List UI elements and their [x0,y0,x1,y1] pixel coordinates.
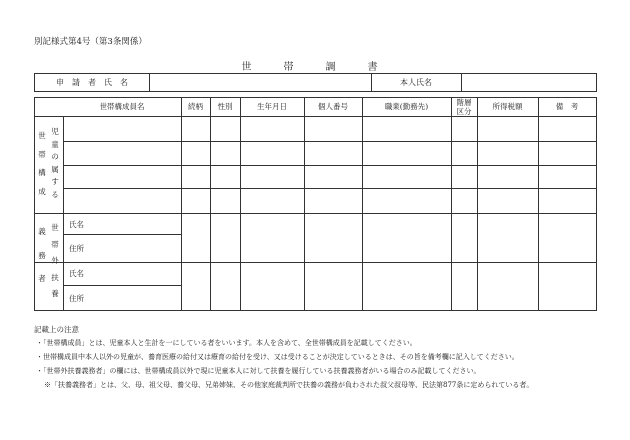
support-address-label: 住所 [69,244,84,253]
household-table [34,97,597,311]
col-gender: 性別 [217,102,233,111]
label-char: 児 [51,127,59,136]
col-member-name: 世帯構成員名 [99,102,145,111]
label-char: 義 [38,227,46,236]
label-char: 成 [38,186,46,196]
label-char: 帯 [38,149,46,159]
label-char: 属 [51,164,59,174]
form-number: 別記様式第4号（第3条関係） [34,37,147,47]
label-char: 帯 [51,239,59,249]
applicant-name-field[interactable] [151,74,371,91]
label-char: 世 [38,131,46,140]
col-birthdate: 生年月日 [257,102,287,111]
col-bracket [451,98,477,116]
household-label-col2 [49,128,61,198]
col-bracket-line1: 階層 [456,98,472,107]
col-personal-number: 個人番号 [318,102,348,111]
label-char: す [51,177,59,186]
document-title: 世 帯 調 書 [241,62,389,73]
note-item: ・世帯構成員中本人以外の児童が、養育医療の給付又は療育の給付を受け、又は受けることが決定しているときは、その旨を備考欄に記入してください。 [36,353,519,361]
label-char: 養 [51,289,59,298]
support-label-col2 [49,224,61,298]
support-address-label: 住所 [69,294,84,303]
col-occupation: 職業(勤務先) [384,102,429,111]
label-char: 者 [38,274,46,283]
applicant-header-table [34,73,597,92]
label-char: る [51,189,59,199]
household-label-col1 [36,132,48,195]
note-item: ※「扶養義務者」とは、父、母、祖父母、養父母、兄弟姉妹、その他家庭裁判所で扶養の義務が負わされた叔父叔母等、民法第877条に定められている者。 [44,381,534,389]
label-char: 務 [38,250,46,260]
col-remarks: 備 考 [555,102,579,111]
label-char: 外 [51,256,59,265]
support-label-col1 [36,228,48,283]
col-tax-amount: 所得税額 [492,102,523,111]
label-char: 扶 [51,272,59,282]
applicant-name-label: 申 請 者 氏 名 [56,78,128,87]
label-char: 世 [51,223,59,232]
label-char: 構 [38,168,46,177]
label-char: の [51,152,59,161]
support-name-label: 氏名 [69,220,84,229]
label-char: 童 [51,139,59,149]
notes-heading: 記載上の注意 [34,325,79,334]
note-item: ・「世帯構成員」とは、児童本人と生計を一にしている者をいいます。本人を含めて、全世帯構成員を記載してください。 [36,339,417,347]
col-relationship: 続柄 [188,102,203,111]
support-name-label: 氏名 [69,269,84,278]
principal-name-label: 本人氏名 [400,78,432,87]
col-bracket-line2: 区分 [456,107,472,116]
note-item: ・「世帯外扶養義務者」の欄には、世帯構成員以外で現に児童本人に対して扶養を履行している扶養義務者がいる場合のみ記載してください。 [36,367,481,375]
principal-name-field[interactable] [463,74,596,91]
